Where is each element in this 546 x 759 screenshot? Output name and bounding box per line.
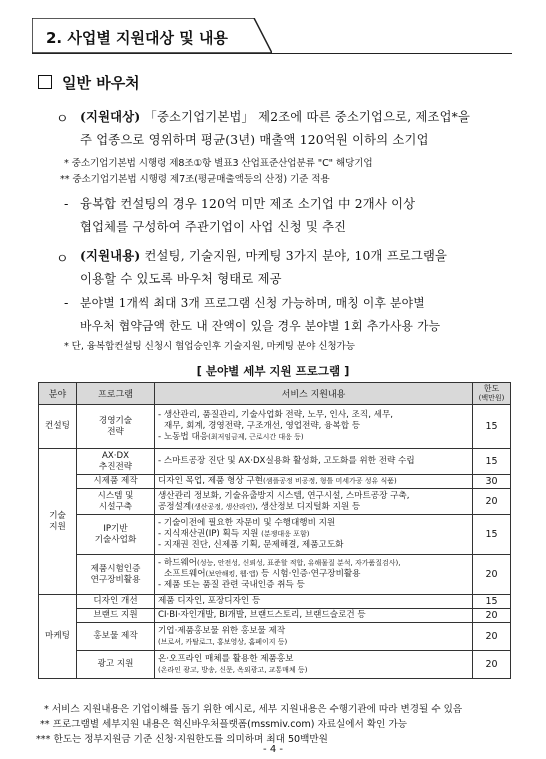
- content-tag: (지원내용): [80, 248, 141, 263]
- footnote-2: ** 프로그램별 세부지원 내용은 혁신바우처플랫폼(mssmiv.com) 자료실에서 확인 가능: [40, 719, 408, 730]
- service-cell: - 스마트공장 진단 및 AX·DX실용화 활성화, 고도화를 위한 전략 수립: [155, 449, 473, 475]
- service-line: - 지재권 진단, 신제품 기획, 문제해결, 제품고도화: [158, 540, 344, 550]
- table-row: [39, 609, 511, 623]
- service-cell: 제품 디자인, 포장디자인 등: [155, 595, 473, 609]
- bullet-circle: ㅇ: [56, 112, 69, 127]
- service-line: [158, 502, 469, 513]
- target-note-2: ** 중소기업기본법 시행령 제7조(평균매출액등의 산정) 기준 적용: [60, 174, 330, 185]
- program-name-line: 시설구축: [98, 501, 133, 512]
- target-note-1: * 중소기업기본법 시행령 제8조①항 별표3 산업표준산업분류 "C" 해당기업: [64, 158, 373, 169]
- content-line-2: 이용할 수 있도록 바우처 형태로 제공: [80, 272, 282, 286]
- header-field: 분야: [39, 383, 77, 405]
- service-line: [158, 569, 469, 580]
- field-cell: 마케팅: [39, 595, 77, 679]
- program-cell: 디자인 개선: [77, 595, 155, 609]
- service-line-text: 디자인 목업, 제품 형상 구현: [158, 476, 263, 486]
- service-line: - 기술이전에 필요한 자문비 및 수행대행비 지원: [158, 518, 336, 528]
- service-line-detail: (성능, 안전성, 신뢰성, 표준할 적합, 유해물질 분석, 자가품질검사),: [197, 559, 401, 567]
- header-limit-unit: (백만원): [478, 394, 505, 402]
- service-line-text: 공정설계: [158, 501, 192, 512]
- program-name-line: 제품시험인증: [90, 563, 141, 574]
- program-cell: 시제품 제작: [77, 475, 155, 489]
- program-cell: 브랜드 지원: [77, 609, 155, 623]
- content-paragraph: [80, 244, 520, 291]
- limit-cell: 20: [473, 651, 511, 679]
- content-dash-line-2: 바우처 협약금액 한도 내 잔액이 있을 경우 분야별 1회 추가사용 가능: [80, 319, 441, 333]
- service-line-detail: (브로셔, 카탈로그, 홍보영상, 홈페이지 등): [158, 637, 288, 646]
- target-tag: (지원대상): [80, 109, 141, 124]
- program-table: [38, 382, 511, 679]
- table-row: [39, 555, 511, 595]
- service-cell: [155, 623, 473, 651]
- field-cell: [39, 449, 77, 595]
- service-line-detail: (분쟁대응 포함): [261, 530, 310, 538]
- service-cell: [155, 489, 473, 515]
- service-line-detail: (최저임금제, 근로시간 대응 등): [208, 433, 304, 441]
- field-cell: 컨설팅: [39, 405, 77, 449]
- program-cell: [77, 449, 155, 475]
- service-line: 생산관리 정보화, 기술유출방지 시스템, 연구시설, 스마트공장 구축,: [158, 490, 410, 501]
- target-dash-line-1: 융복합 컨설팅의 경우 120억 미만 제조 소기업 中 2개사 이상: [80, 197, 416, 211]
- program-name-line: 기술사업화: [94, 534, 137, 545]
- program-name-line: 전략: [107, 426, 124, 437]
- service-line-text: - 지식재산권(IP) 획득 지원: [158, 529, 259, 539]
- service-line: - 생산관리, 품질관리, 기술사업화 전략, 노무, 인사, 조직, 세무,: [158, 410, 394, 420]
- program-name-line: 경영기술: [98, 415, 133, 426]
- footnote-1: * 서비스 지원내용은 기업이해를 돕기 위한 예시로, 세부 지원내용은 수행기관에 따라 변경될 수 있음: [44, 704, 463, 715]
- service-line: 재무, 회계, 경영전략, 구조개선, 영업전략, 융복합 등: [164, 421, 361, 431]
- table-row: [39, 595, 511, 609]
- limit-cell: 15: [473, 405, 511, 449]
- service-line: 기업·제품홍보물 위한 홍보물 제작: [158, 625, 286, 636]
- target-paragraph: [80, 105, 520, 152]
- table-title: [ 분야별 세부 지원 프로그램 ]: [196, 364, 350, 378]
- table-row: [39, 405, 511, 449]
- subsection-heading-label: 일반 바우처: [62, 74, 140, 92]
- subsection-heading: [38, 72, 140, 93]
- program-name-line: 추진전략: [98, 461, 133, 472]
- dash-mark: -: [64, 197, 69, 212]
- service-line-detail: (생산공정, 생산라인): [191, 502, 256, 511]
- target-line-2: 주 업종으로 영위하며 평균(3년) 매출액 120억원 이하의 소기업: [80, 133, 429, 147]
- table-header-row: [39, 383, 511, 405]
- target-line-1: [80, 110, 470, 124]
- program-cell: [77, 515, 155, 555]
- header-service: 서비스 지원내용: [155, 383, 473, 405]
- limit-cell: 15: [473, 449, 511, 475]
- limit-cell: 20: [473, 609, 511, 623]
- table-row: [39, 449, 511, 475]
- header-limit: [473, 383, 511, 405]
- limit-cell: 30: [473, 475, 511, 489]
- table-row: [39, 475, 511, 489]
- checkbox-square-icon: [38, 75, 52, 89]
- service-line: 온·오프라인 매체를 활용한 제품홍보: [158, 653, 294, 664]
- program-cell: 광고 지원: [77, 651, 155, 679]
- service-cell: [155, 475, 473, 489]
- service-cell: [155, 405, 473, 449]
- limit-cell: 20: [473, 489, 511, 515]
- program-cell: [77, 555, 155, 595]
- content-note: * 단, 융복합컨설팅 신청시 협업승인후 기술지원, 마케팅 분야 신청가능: [64, 341, 355, 352]
- service-line-detail: (보안해킹, 웹·앱): [205, 570, 259, 578]
- limit-cell: 15: [473, 595, 511, 609]
- target-line-1-text: 「중소기업기본법」 제2조에 따른 중소기업으로, 제조업*을: [144, 110, 471, 124]
- program-name-line: 시스템 및: [97, 490, 134, 501]
- header-limit-label: 한도: [483, 384, 500, 393]
- service-cell: [155, 555, 473, 595]
- limit-cell: 20: [473, 623, 511, 651]
- target-dash-line-2: 협업체를 구성하여 주관기업이 사업 신청 및 추진: [80, 220, 347, 234]
- header-program: 프로그램: [77, 383, 155, 405]
- section-title: 2. 사업별 지원대상 및 내용: [46, 29, 228, 47]
- program-cell: [77, 489, 155, 515]
- service-line-detail: (샘플공정 비공정, 형틀 미세가공 성유 식품): [262, 477, 397, 485]
- program-cell: [77, 405, 155, 449]
- service-line-text: , 생산정보 디지털화 지원 등: [255, 501, 361, 512]
- dash-mark: -: [64, 296, 69, 311]
- table-row: [39, 623, 511, 651]
- program-name-line: IP기반: [103, 523, 128, 534]
- program-cell: 홍보물 제작: [77, 623, 155, 651]
- service-line-detail: (온라인 광고, 방송, 신문, 옥외광고, 교통매체 등): [158, 665, 308, 674]
- content-dash-line-1: 분야별 1개씩 최대 3개 프로그램 신청 가능하며, 매칭 이후 분야별: [80, 296, 425, 310]
- section-rule: [32, 53, 512, 54]
- service-line: - 제품 또는 품질 관련 국내인증 취득 등: [158, 580, 305, 590]
- limit-cell: 15: [473, 515, 511, 555]
- limit-cell: 20: [473, 555, 511, 595]
- page-number: - 4 -: [263, 744, 283, 755]
- section-header: [32, 18, 272, 54]
- bullet-circle: ㅇ: [56, 252, 69, 267]
- target-dash-paragraph: [80, 193, 520, 239]
- service-cell: CI·BI·자인개발, BI개발, 브랜드스토리, 브랜드슬로건 등: [155, 609, 473, 623]
- service-line: [158, 432, 469, 443]
- program-name-line: AX·DX: [101, 450, 129, 461]
- service-line: [158, 558, 469, 569]
- service-cell: [155, 515, 473, 555]
- program-name-line: 연구장비활용: [90, 574, 141, 585]
- service-line-text: - 노동법 대응: [158, 432, 209, 442]
- table-row: [39, 489, 511, 515]
- service-line-text: - 하드웨어: [158, 558, 198, 568]
- table-row: [39, 515, 511, 555]
- service-line-text: 등 시험·인증·연구장비활용: [258, 569, 361, 579]
- field-line: 기술: [49, 510, 66, 521]
- service-line-text: 소프트웨어: [164, 569, 206, 579]
- field-line: 지원: [49, 521, 66, 532]
- content-dash-paragraph: [80, 292, 520, 338]
- table-row: [39, 651, 511, 679]
- service-cell: [155, 651, 473, 679]
- content-line-1: 컨설팅, 기술지원, 마케팅 3가지 분야, 10개 프로그램을: [144, 249, 448, 263]
- service-line: [158, 529, 469, 540]
- footnote-3: *** 한도는 정부지원금 기준 신청·지원한도를 의미하며 최대 50백만원: [36, 734, 328, 745]
